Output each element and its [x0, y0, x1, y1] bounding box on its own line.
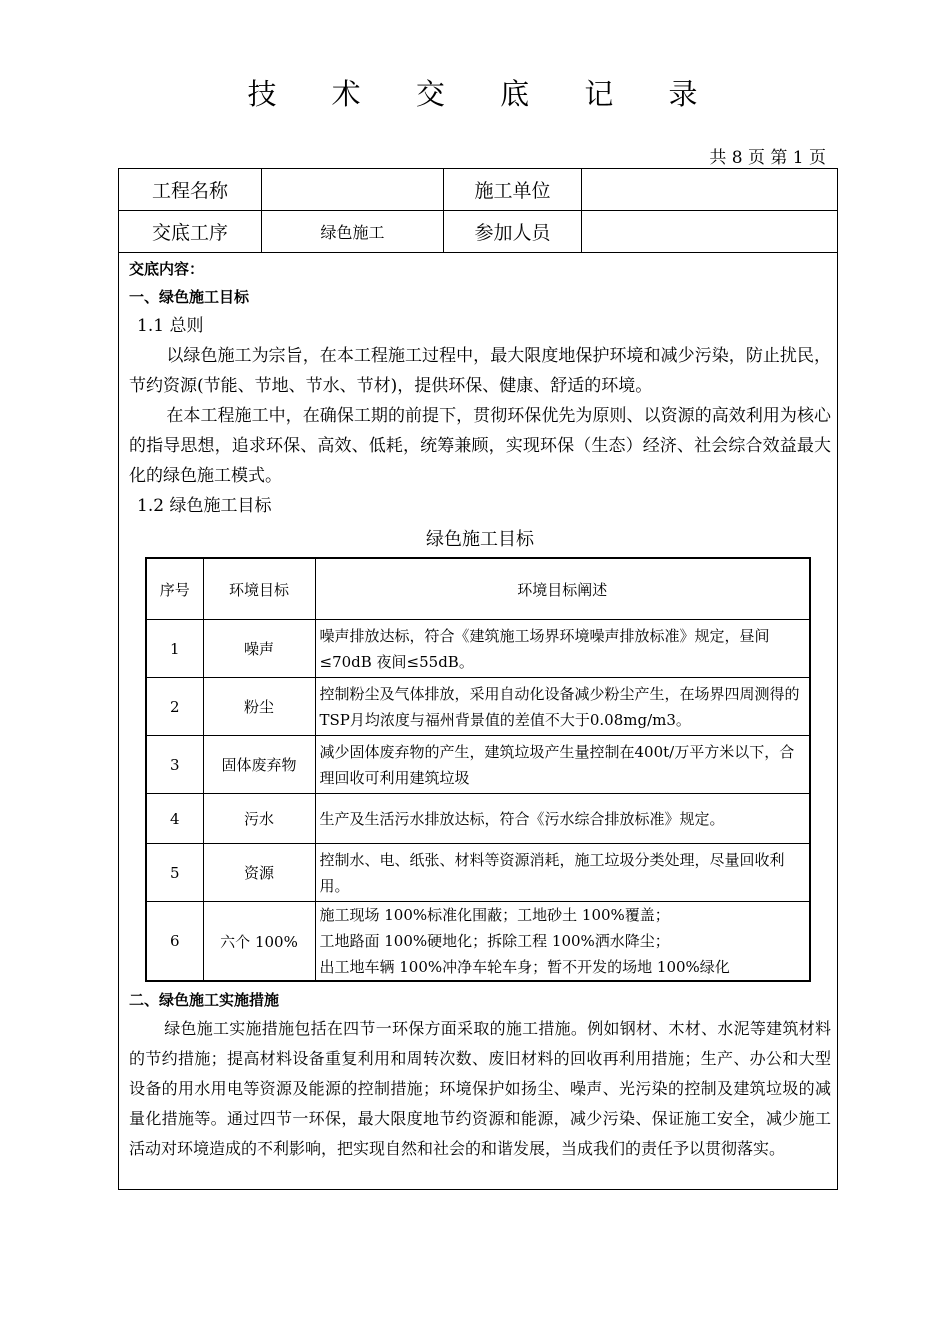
row-description: 控制水、电、纸张、材料等资源消耗，施工垃圾分类处理，尽量回收利用。 — [315, 844, 810, 902]
col-header-description: 环境目标阐述 — [315, 558, 810, 620]
header-row-project — [119, 169, 837, 211]
row-target: 六个 100% — [203, 902, 315, 982]
document-title: 技 术 交 底 记 录 — [247, 77, 721, 111]
row-no: 4 — [146, 794, 203, 844]
section2-title: 二、绿色施工实施措施 — [129, 991, 280, 1009]
page-counter: 共 8 页 第 1 页 — [709, 148, 826, 168]
row-no: 5 — [146, 844, 203, 902]
description-line: 出工地车辆 100%冲净车轮车身；暂不开发的场地 100%绿化 — [319, 958, 730, 976]
description-line: 工地路面 100%硬地化；拆除工程 100%洒水降尘； — [319, 932, 670, 950]
participants-value — [582, 211, 838, 252]
row-target: 资源 — [203, 844, 315, 902]
row-target: 污水 — [203, 794, 315, 844]
briefing-content — [129, 255, 831, 1164]
row-description: 减少固体废弃物的产生，建筑垃圾产生量控制在400t/万平方米以下，合理回收可利用建筑垃圾 — [315, 736, 810, 794]
table-row — [146, 794, 810, 844]
project-name-label: 工程名称 — [151, 180, 228, 202]
row-description: 噪声排放达标，符合《建筑施工场界环境噪声排放标准》规定，昼间≤70dB 夜间≤55dB。 — [315, 620, 810, 678]
col-header-target: 环境目标 — [203, 558, 315, 620]
construction-unit-label: 施工单位 — [474, 180, 551, 202]
measures-paragraph: 绿色施工实施措施包括在四节一环保方面采取的施工措施。例如钢材、木材、水泥等建筑材料的节约措施；提高材料设备重复利用和周转次数、废旧材料的回收再利用措施；生产、办公和大型设备的用水用电等资源及能源的控制措施；环境保护如扬尘、噪声、光污染的控制及建筑垃圾的减量化措施等。通过四节一环保，最大限度地节约资源和能源，减少污染、保证施工安全，减少施工活动对环境造成的不利影响，把实现自然和社会的和谐发展，当成我们的责任予以贯彻落实。 — [129, 1019, 831, 1158]
participants-label: 参加人员 — [474, 222, 551, 244]
content-label: 交底内容： — [129, 260, 205, 278]
row-no: 3 — [146, 736, 203, 794]
table-caption: 绿色施工目标 — [426, 529, 534, 550]
table-row — [146, 620, 810, 678]
procedure-value: 绿色施工 — [320, 223, 385, 242]
record-form — [118, 168, 838, 1190]
row-target: 固体废弃物 — [203, 736, 315, 794]
subsection-general-title: 1.1 总则 — [137, 316, 204, 336]
row-target: 噪声 — [203, 620, 315, 678]
description-line: 施工现场 100%标准化围蔽；工地砂土 100%覆盖； — [319, 906, 670, 924]
row-description: 生产及生活污水排放达标，符合《污水综合排放标准》规定。 — [315, 794, 810, 844]
row-target: 粉尘 — [203, 678, 315, 736]
col-header-no: 序号 — [146, 558, 203, 620]
subsection-goals-title: 1.2 绿色施工目标 — [137, 496, 272, 516]
header-row-procedure — [119, 211, 837, 253]
project-name-value — [262, 169, 443, 210]
general-paragraph-2: 在本工程施工中，在确保工期的前提下，贯彻环保优先为原则、以资源的高效利用为核心的指导思想，追求环保、高效、低耗，统筹兼顾，实现环保（生态）经济、社会综合效益最大化的绿色施工模式。 — [129, 406, 831, 486]
row-description — [315, 902, 810, 982]
table-row — [146, 844, 810, 902]
table-row — [146, 678, 810, 736]
general-paragraph-1: 以绿色施工为宗旨，在本工程施工过程中，最大限度地保护环境和减少污染，防止扰民，节约资源(节能、节地、节水、节材)，提供环保、健康、舒适的环境。 — [129, 346, 831, 396]
table-row — [146, 902, 810, 982]
procedure-label: 交底工序 — [151, 222, 228, 244]
table-row — [146, 736, 810, 794]
table-header-row — [146, 558, 810, 620]
row-no: 6 — [146, 902, 203, 982]
construction-unit-value — [582, 169, 838, 210]
row-no: 2 — [146, 678, 203, 736]
row-description: 控制粉尘及气体排放，采用自动化设备减少粉尘产生，在场界四周测得的TSP月均浓度与福州背景值的差值不大于0.08mg/m3。 — [315, 678, 810, 736]
row-no: 1 — [146, 620, 203, 678]
green-goals-table — [145, 557, 811, 982]
section1-title: 一、绿色施工目标 — [129, 288, 250, 306]
